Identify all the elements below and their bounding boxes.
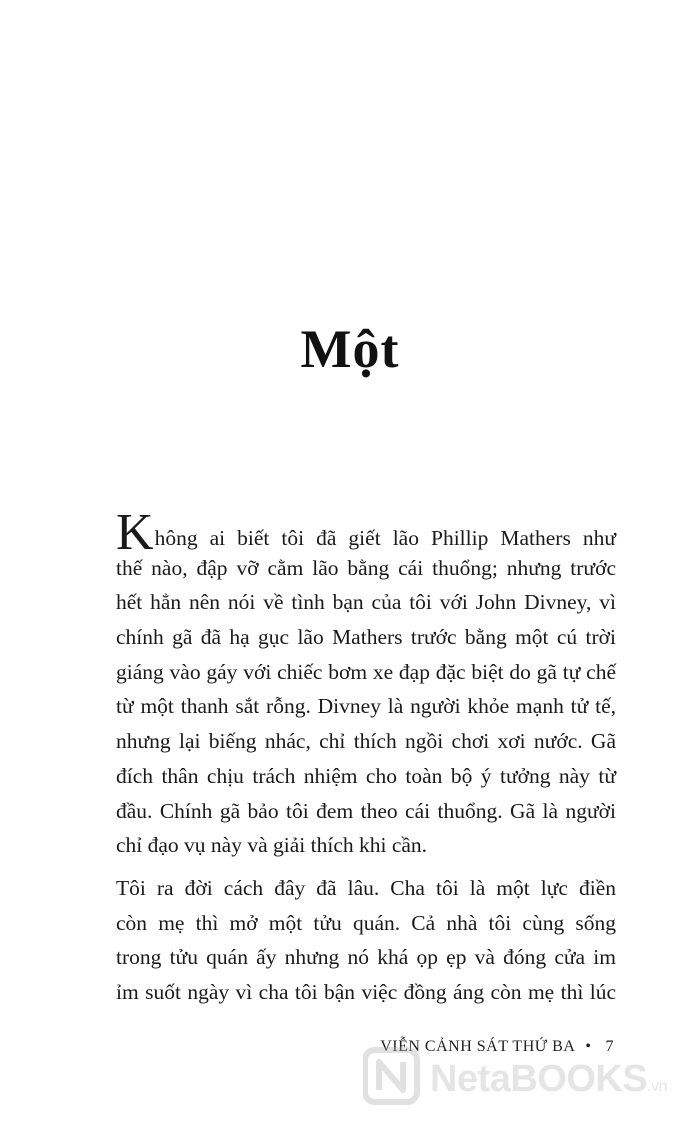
text-line: thế nào, đập vỡ cằm lão bằng cái thuổng; nhưng trước — [116, 555, 616, 580]
text-line: giáng vào gáy với chiếc bơm xe đạp đặc biệt do gã tự chế — [116, 659, 616, 684]
text-line: chính gã đã hạ gục lão Mathers trước bằng một cú trời — [116, 625, 616, 650]
footer-bullet: • — [585, 1038, 592, 1055]
text-line: từ một thanh sắt rỗng. Divney là người khỏe mạnh tử tế, — [116, 694, 616, 719]
paragraph-2 — [116, 871, 616, 1010]
text-line: trong tửu quán ấy nhưng nó khá ọp ẹp và đóng cửa im — [116, 945, 616, 970]
page-number: 7 — [605, 1038, 614, 1055]
chapter-body — [116, 504, 616, 1010]
page-footer — [380, 1038, 614, 1056]
paragraph-1 — [116, 504, 616, 863]
chapter-title: Một — [300, 319, 400, 380]
running-title: VIỄN CẢNH SÁT THỨ BA — [380, 1038, 576, 1055]
text-line: Không ai biết tôi đã giết lão Phillip Mathers như — [116, 504, 616, 561]
text-line: ỉm suốt ngày vì cha tôi bận việc đồng áng còn mẹ thì lúc — [116, 979, 616, 1004]
text-line: đích thân chịu trách nhiệm cho toàn bộ ý tưởng này từ — [116, 763, 616, 788]
text-line: hết hẳn nên nói về tình bạn của tôi với John Divney, vì — [116, 590, 616, 615]
drop-cap: K — [116, 504, 154, 561]
text-line: chỉ đạo vụ này và giải thích khi cần. — [116, 833, 428, 858]
watermark-text: NetaBOOKS.vn — [430, 1058, 668, 1100]
text-line: nhưng lại biếng nhác, chỉ thích ngồi chơi xơi nước. Gã — [116, 729, 616, 754]
text-line: đầu. Chính gã bảo tôi đem theo cái thuổng. Gã là người — [116, 798, 616, 823]
text-line: còn mẹ thì mở một tửu quán. Cả nhà tôi cùng sống — [116, 910, 616, 935]
text-line: Tôi ra đời cách đây đã lâu. Cha tôi là một lực điền — [116, 875, 616, 900]
